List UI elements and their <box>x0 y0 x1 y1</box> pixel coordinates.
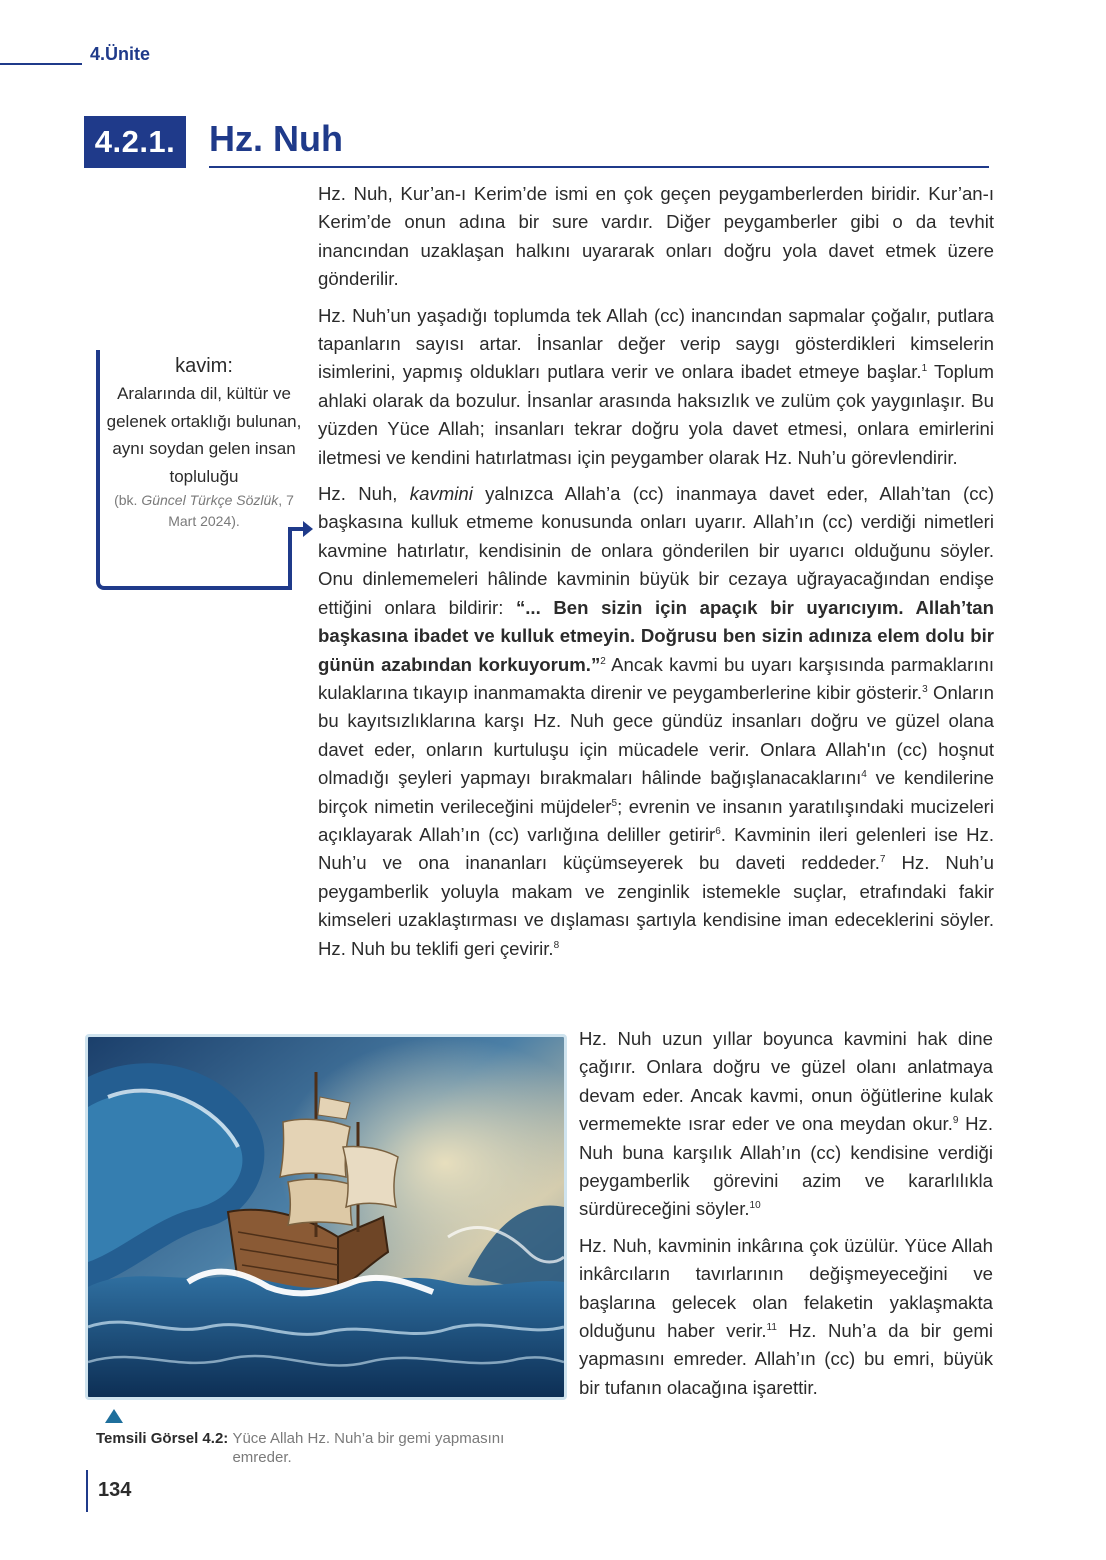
footnote-ref[interactable]: 10 <box>749 1200 761 1212</box>
quran-quote: “... Ben sizin için apaçık bir uyarıcıyım. Allah’tan başkasına ibadet ve kulluk etmeyin. Doğrusu ben sizin adınıza elem dolu bir günün azabından korkuyorum.” <box>318 596 995 675</box>
text-span: Ancak kavmi bu uyarı karşısında parmaklarını kulaklarına tıkayıp inanmamakta direnir ve peygamberlerine kibir gösterir. <box>318 653 994 703</box>
text-span: (bk. <box>114 492 142 508</box>
text-span: Onların bu kayıtsızlıklarına karşı Hz. Nuh gece gündüz insanları doğru ve güzel olana davet eder, onların kurtuluşu için mücadele verir. Onlara Allah'ın (cc) hoşnut olmadığı şeyleri yapmayı bırakmaları hâlinde bağışlanacaklarını <box>318 681 995 789</box>
text-span: , 7 Mart 2024). <box>168 492 294 529</box>
paragraph-society <box>318 302 994 472</box>
glossary-definition: Aralarında dil, kültür ve gelenek ortaklığı bulunan, aynı soydan gelen insan topluluğu <box>106 384 302 486</box>
text-span: ve kendilerine birçok nimetin verileceğini müjdeler <box>318 767 994 817</box>
section-number: 4.2.1. <box>84 116 186 168</box>
text-span: Hz. Nuh’u peygamberlik yoluyla makam ve zenginlik istemekle suçlar, etrafındaki fakir kimseleri uzaklaştırması ve dışlaması şartıyla kendisine iman edeceklerini söyler. Hz. Nuh bu teklifi geri çevirir. <box>318 852 994 959</box>
page-number-rule <box>86 1470 88 1512</box>
text-span: Hz. Nuh’a da bir gemi yapmasını emreder. Allah’ın (cc) bu emri, büyük bir tufanın olacağına işarettir. <box>579 1320 993 1398</box>
text-span: Hz. Nuh, <box>318 483 410 505</box>
main-text-column <box>318 180 994 963</box>
text-span: Hz. Nuh, kavminin inkârına çok üzülür. Yüce Allah inkârcıların tavırlarının değişmeyeceğini ve başlarına gelecek olan felaketin yaklaşmakta olduğunu haber verir. <box>579 1234 993 1342</box>
footnote-ref[interactable]: 11 <box>766 1321 777 1333</box>
footnote-ref[interactable]: 7 <box>879 854 886 866</box>
figure-caption <box>96 1429 566 1467</box>
footnote-ref[interactable]: 9 <box>952 1115 959 1127</box>
text-span: ; evrenin ve insanın yaratılışındaki mucizeleri açıklayarak Allah’ın (cc) varlığına deliller getirir <box>318 795 995 845</box>
glossary-content <box>104 352 304 532</box>
right-text-column <box>579 1025 993 1402</box>
footnote-ref[interactable]: 3 <box>922 683 928 695</box>
paragraph-mission <box>318 480 994 963</box>
footnote-ref[interactable]: 6 <box>715 825 721 837</box>
figure-caption-text: Yüce Allah Hz. Nuh’a bir gemi yapmasını emreder. <box>232 1430 505 1466</box>
glossary-connector <box>288 530 292 590</box>
paragraph-ark-command <box>579 1232 993 1402</box>
caption-pointer-icon <box>105 1409 123 1423</box>
text-span: Hz. Nuh’un yaşadığı toplumda tek Allah (cc) inancından sapmalar çoğalır, putlara tapanların sayısı artar. İnsanlar değer verip saygı gösterdikleri kimselerin isimlerini, yapmış oldukları putlara verir ve onlara ibadet etmeye başlar. <box>318 304 994 383</box>
section-title: Hz. Nuh <box>209 118 343 159</box>
ark-illustration <box>85 1034 567 1400</box>
text-span: Güncel Türkçe Sözlük <box>141 492 279 508</box>
footnote-ref[interactable]: 8 <box>553 939 560 951</box>
paragraph-persistence <box>579 1025 993 1224</box>
header-rule <box>0 63 82 65</box>
text-span: Toplum ahlaki olarak da bozulur. İnsanlar arasında haksızlık ve zulüm çok yaygınlaşır. Bu yüzden Yüce Allah; insanları tekrar doğru yola davet etmesi, onlara emirlerini iletmesi ve kendini hatırlatması için peygamber olarak Hz. Nuh’u görevlendirir. <box>318 361 994 468</box>
glossary-term: kavim: <box>175 355 233 377</box>
footnote-ref[interactable]: 2 <box>600 655 606 667</box>
page-number: 134 <box>98 1479 132 1501</box>
section-title-rule <box>209 166 989 168</box>
figure-label: Temsili Görsel 4.2: <box>96 1430 229 1447</box>
paragraph-intro: Hz. Nuh, Kur’an-ı Kerim’de ismi en çok geçen peygamberlerden biridir. Kur’an-ı Kerim’de onun adına bir sure vardır. Diğer peygamberler gibi o da tevhit inancından uzaklaşan halkını uyararak onları doğru yola davet etmek üzere gönderilir. <box>318 183 994 290</box>
arrow-right-icon <box>303 521 313 537</box>
glossary-term: kavmini <box>409 483 473 505</box>
text-span: yalnızca Allah’a (cc) inanmaya davet eder, Allah’tan (cc) başkasına kulluk etmeme konusunda onları uyarır. Allah’ın (cc) verdiği nimetleri kavmine hatırlatır, kendisinin de onlara gönderilen bir uyarıcı olduğunu söyler. Onu dinlememeleri hâlinde kavminin büyük bir cezaya uğrayacağından endişe ettiğini onlara bildirir: <box>318 483 995 618</box>
text-span: . Kavminin ileri gelenleri ise Hz. Nuh’u ve ona inananları küçümseyerek bu daveti reddeder. <box>318 823 995 874</box>
text-span: Hz. Nuh buna karşılık Allah’ın (cc) kendisine verdiği peygamberlik görevini azim ve kararlılıkla sürdüreceğini söyler. <box>579 1113 994 1220</box>
unit-label: 4.Ünite <box>90 44 151 64</box>
text-span: Hz. Nuh uzun yıllar boyunca kavmini hak dine çağırır. Onlara doğru ve güzel olanı anlatmaya devam eder. Ancak kavmi, onun öğütlerine kulak vermemekte ısrar eder ve ona meydan okur. <box>579 1028 993 1135</box>
glossary-reference <box>104 490 304 532</box>
ship-in-storm-image <box>88 1037 564 1397</box>
footnote-ref[interactable]: 1 <box>921 363 928 375</box>
footnote-ref[interactable]: 4 <box>861 768 867 780</box>
footnote-ref[interactable]: 5 <box>611 797 618 809</box>
